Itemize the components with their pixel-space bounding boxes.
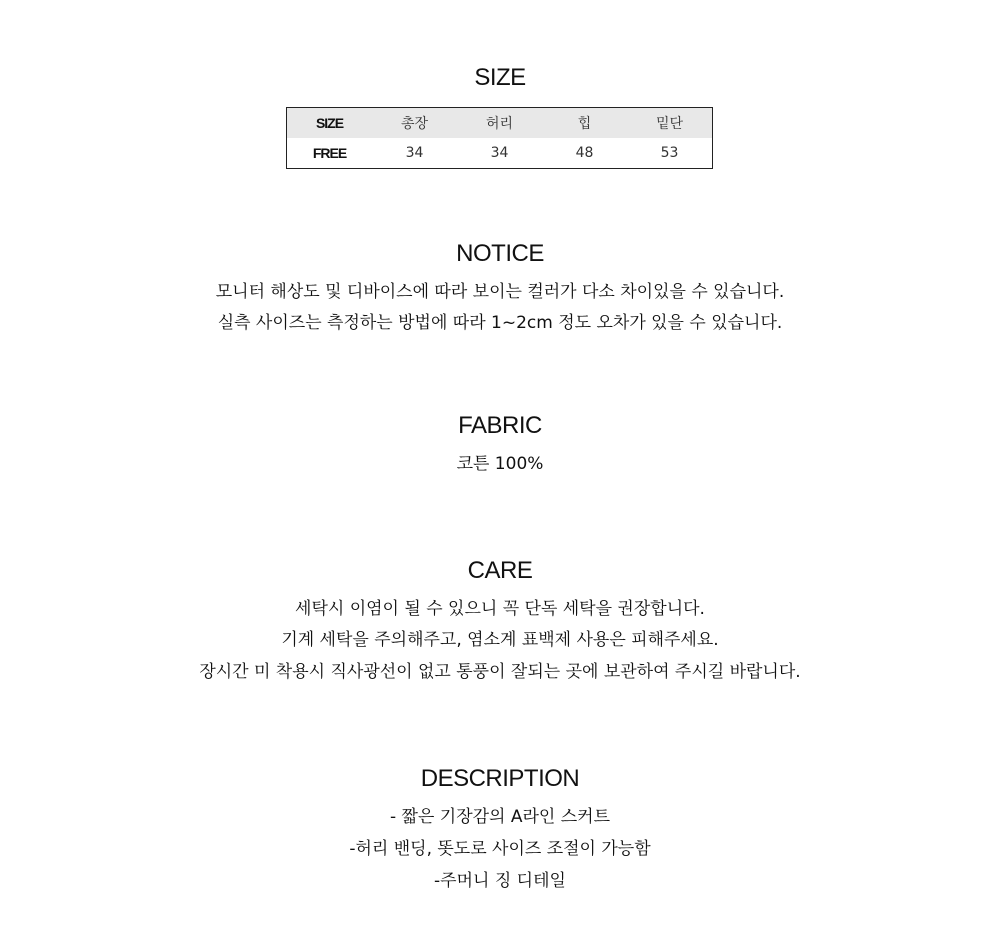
size-table-cell-waist: 34 bbox=[490, 145, 509, 161]
description-line-3: -주머니 징 디테일 bbox=[434, 871, 566, 891]
size-table-cell-size: FREE bbox=[312, 145, 347, 161]
care-line-2: 기계 세탁을 주의해주고, 염소계 표백제 사용은 피해주세요. bbox=[281, 630, 719, 650]
care-line-1: 세탁시 이염이 될 수 있으니 꼭 단독 세탁을 권장합니다. bbox=[295, 599, 705, 619]
size-table-header-hem: 밑단 bbox=[655, 116, 684, 132]
description-line-1: - 짧은 기장감의 A라인 스커트 bbox=[389, 807, 611, 827]
fabric-line-1: 코튼 100% bbox=[456, 454, 544, 474]
size-table-header-hip: 힙 bbox=[577, 116, 592, 132]
size-table-header-waist: 허리 bbox=[485, 116, 514, 132]
size-table-row bbox=[287, 138, 712, 168]
notice-title: NOTICE bbox=[456, 240, 544, 267]
size-title: SIZE bbox=[474, 64, 526, 91]
size-table-cell-hem: 53 bbox=[660, 145, 679, 161]
care-line-3: 장시간 미 착용시 직사광선이 없고 통풍이 잘되는 곳에 보관하여 주시길 바랍니다. bbox=[199, 662, 801, 682]
description-title: DESCRIPTION bbox=[420, 765, 580, 792]
size-table bbox=[286, 107, 713, 169]
size-table-cell-length: 34 bbox=[405, 145, 424, 161]
size-table-header-length: 총장 bbox=[400, 116, 429, 132]
size-table-cell-hip: 48 bbox=[575, 145, 594, 161]
care-title: CARE bbox=[467, 557, 533, 584]
fabric-title: FABRIC bbox=[458, 412, 542, 439]
notice-line-1: 모니터 해상도 및 디바이스에 따라 보이는 컬러가 다소 차이있을 수 있습니다. bbox=[215, 282, 785, 302]
description-line-2: -허리 밴딩, 똣도로 사이즈 조절이 가능함 bbox=[349, 839, 651, 859]
size-table-header-row bbox=[287, 108, 712, 138]
size-table-header-size: SIZE bbox=[315, 115, 344, 131]
notice-line-2: 실측 사이즈는 측정하는 방법에 따라 1~2cm 정도 오차가 있을 수 있습니다. bbox=[217, 313, 783, 333]
